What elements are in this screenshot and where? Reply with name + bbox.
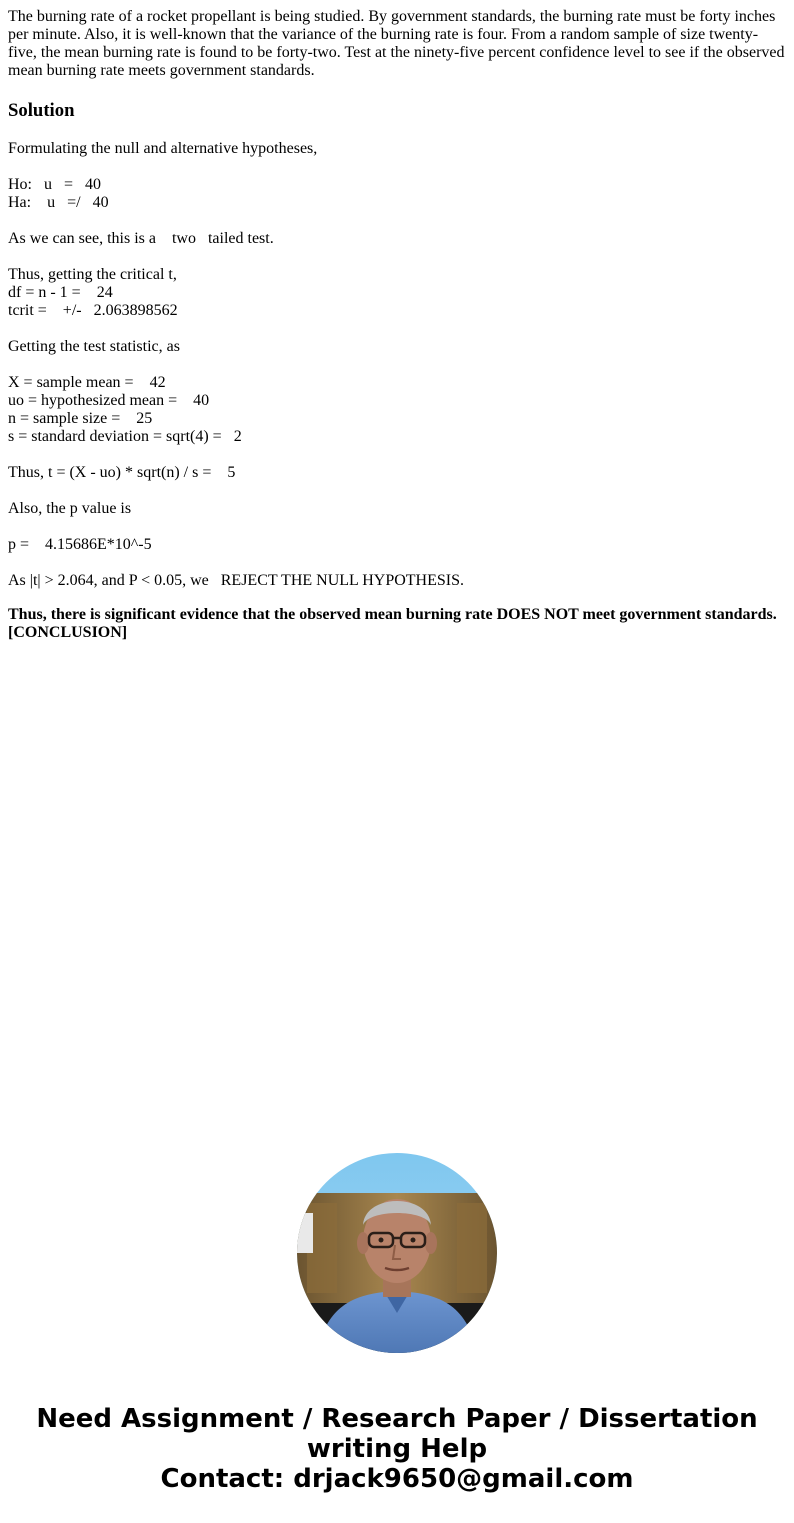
tutor-photo-icon — [297, 1153, 497, 1353]
t-critical: tcrit = +/- 2.063898562 — [8, 302, 178, 319]
footer-contact: Contact: drjack9650@gmail.com — [160, 1464, 634, 1494]
degrees-of-freedom: df = n - 1 = 24 — [8, 284, 113, 301]
solution-heading: Solution — [8, 100, 75, 121]
decision: As |t| > 2.064, and P < 0.05, we REJECT THE NULL HYPOTHESIS. — [8, 572, 465, 589]
footer-line-2: writing Help — [306, 1434, 488, 1464]
avatar — [297, 1153, 497, 1353]
promo-footer — [0, 1404, 794, 1494]
critical-t-intro: Thus, getting the critical t, — [8, 266, 177, 283]
footer-line-1: Need Assignment / Research Paper / Dissertation — [36, 1404, 758, 1434]
sample-mean: X = sample mean = 42 — [8, 374, 166, 391]
conclusion: Thus, there is significant evidence that the observed mean burning rate DOES NOT meet government standards. [CONCLUSION] — [8, 606, 777, 641]
t-statistic: Thus, t = (X - uo) * sqrt(n) / s = 5 — [8, 464, 236, 481]
hypotheses-intro: Formulating the null and alternative hypotheses, — [8, 140, 318, 157]
question-text: The burning rate of a rocket propellant is being studied. By government standards, the burning rate must be forty inches per minute. Also, it is well-known that the variance of the burning rate is four. From a random sample of size twenty-five, the mean burning rate is found to be forty-two. Test at the ninety-five percent confidence level to see if the observed mean burning rate meets government standards. — [8, 8, 785, 79]
p-value: p = 4.15686E*10^-5 — [8, 536, 152, 553]
sample-size: n = sample size = 25 — [8, 410, 153, 427]
alternative-hypothesis: Ha: u =/ 40 — [8, 194, 109, 211]
tail-statement: As we can see, this is a two tailed test. — [8, 230, 274, 247]
test-statistic-intro: Getting the test statistic, as — [8, 338, 180, 355]
standard-deviation: s = standard deviation = sqrt(4) = 2 — [8, 428, 242, 445]
hypothesized-mean: uo = hypothesized mean = 40 — [8, 392, 210, 409]
p-value-intro: Also, the p value is — [8, 500, 132, 517]
null-hypothesis: Ho: u = 40 — [8, 176, 102, 193]
document-body — [8, 8, 786, 642]
